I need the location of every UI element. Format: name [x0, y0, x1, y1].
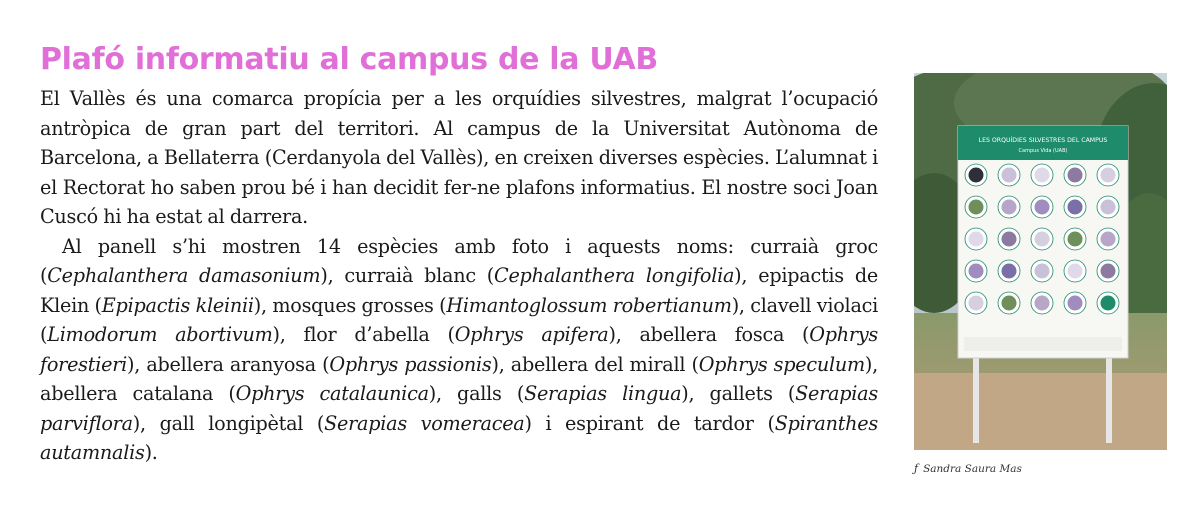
- species-name: Epipactis kleinii: [101, 293, 254, 317]
- text-run: ), abellera catalana (: [40, 352, 878, 405]
- species-name: Serapias lingua: [524, 382, 682, 405]
- sign-photo: [914, 73, 1167, 450]
- text-run: ), clavell violaci (: [40, 293, 879, 346]
- sign-species-photo: [1035, 232, 1050, 247]
- sign-species-photo: [1002, 264, 1017, 279]
- sign-species-photo: [1068, 232, 1083, 247]
- sign-species-photo: [1002, 200, 1017, 215]
- sign-species-photo: [1101, 264, 1116, 279]
- species-name: Cephalanthera longifolia: [494, 264, 735, 287]
- sign-species-photo: [1002, 168, 1017, 183]
- sign-photo-illustration: [914, 73, 1167, 450]
- text-run: ), mosques grosses (: [253, 293, 447, 317]
- sign-species-photo: [1068, 264, 1083, 279]
- text-run: ), abellera del mirall (: [491, 352, 699, 376]
- sign-species-photo: [1068, 200, 1083, 215]
- species-name: Himantoglossum robertianum: [446, 293, 732, 317]
- sign-subtitle: Campus Vida (UAB): [1018, 148, 1068, 154]
- text-run: ), gallets (: [681, 382, 796, 405]
- sign-species-photo: [969, 232, 984, 247]
- article-headline: Plafó informatiu al campus de la UAB: [40, 42, 658, 77]
- sign-species-photo: [1101, 200, 1116, 215]
- sign-species-photo: [1035, 200, 1050, 215]
- sign-species-photo: [1068, 296, 1083, 311]
- article-body: [40, 84, 878, 468]
- species-name: Limodorum abortivum: [47, 323, 273, 346]
- text-run: ).: [144, 441, 158, 464]
- species-name: Ophrys apifera: [454, 323, 609, 346]
- sign-title: LES ORQUÍDIES SILVESTRES DEL CAMPUS: [978, 137, 1108, 144]
- text-run: ), curraià blanc (: [320, 264, 495, 287]
- paragraph: [40, 84, 878, 232]
- sign-species-photo: [1068, 168, 1083, 183]
- text-run: ), galls (: [428, 382, 525, 405]
- species-name: Cephalanthera damasonium: [47, 264, 321, 287]
- species-name: Serapias parviflora: [40, 382, 878, 435]
- sign-species-photo: [969, 264, 984, 279]
- species-name: Ophrys forestieri: [40, 323, 879, 376]
- text-run: El Vallès és una comarca propícia per a les orquídies silvestres, malgrat l’ocupació antròpica de gran part del territori. Al campus de la Universitat Autònoma de Barcelona, a Bellaterra (Cerdanyola del Vallès), en creixen diverses espècies. L’alumnat i el Rectorat ho saben prou bé i han decidit fer-ne plafons informatius. El nostre soci Joan Cuscó hi ha estat al darrera.: [40, 87, 878, 228]
- sign-species-photo: [1035, 264, 1050, 279]
- species-name: Serapias vomeracea: [324, 411, 525, 435]
- paragraph: [40, 232, 878, 468]
- photo-credit: [914, 462, 1167, 475]
- species-name: Ophrys catalaunica: [235, 382, 429, 405]
- sign-species-photo: [969, 200, 984, 215]
- text-run: ), flor d’abella (: [272, 323, 455, 346]
- credit-mark: ƒ: [914, 462, 919, 475]
- sign-species-photo: [1002, 296, 1017, 311]
- text-run: ), abellera aranyosa (: [127, 352, 330, 376]
- credit-author: Sandra Saura Mas: [923, 463, 1022, 475]
- sign-species-photo: [1101, 296, 1116, 311]
- sign-species-photo: [1101, 168, 1116, 183]
- text-run: Al panell s’hi mostren 14 espècies amb foto i aquests noms: curraià groc (: [40, 234, 878, 287]
- text-run: ) i espirant de tardor (: [524, 411, 775, 435]
- text-run: ), epipactis de Klein (: [40, 264, 879, 317]
- sign-species-photo: [969, 168, 984, 183]
- species-name: Ophrys passionis: [329, 352, 492, 376]
- sign-species-photo: [1002, 232, 1017, 247]
- sign-species-photo: [1035, 168, 1050, 183]
- sign-species-photo: [1035, 296, 1050, 311]
- sign-species-photo: [969, 296, 984, 311]
- sign-species-photo: [1101, 232, 1116, 247]
- sign-board: [958, 126, 1128, 358]
- text-run: ), abellera fosca (: [608, 323, 810, 346]
- article: [40, 40, 878, 468]
- species-name: Spiranthes autamnalis: [40, 411, 878, 464]
- text-run: ), gall longipètal (: [132, 411, 325, 435]
- species-name: Ophrys speculum: [698, 352, 865, 376]
